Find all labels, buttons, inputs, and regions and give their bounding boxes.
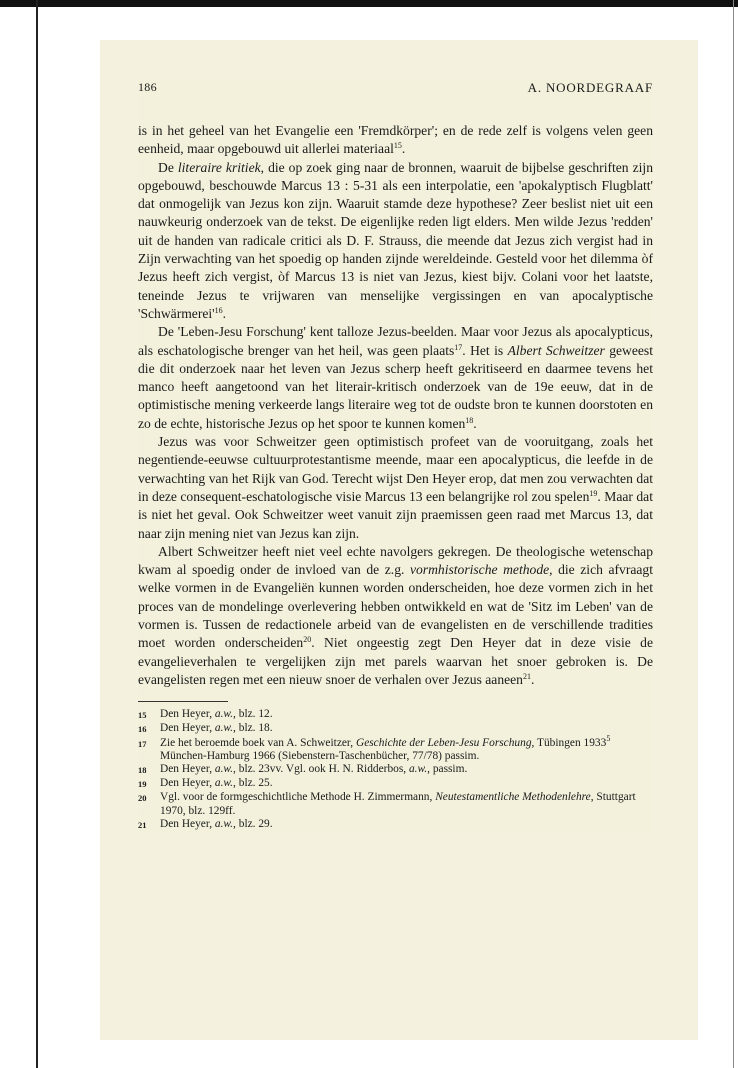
footnote-rule bbox=[138, 701, 228, 702]
footnote-number: 21 bbox=[138, 819, 147, 830]
text-run: . Het is bbox=[462, 342, 508, 358]
paragraph bbox=[138, 323, 653, 433]
text-run: , Stuttgart 1970, blz. 129ff. bbox=[160, 791, 636, 817]
footnote-ref: 16 bbox=[214, 305, 223, 315]
scan-border-top bbox=[0, 0, 738, 7]
text-run: , passim. bbox=[427, 763, 468, 776]
footnote-text bbox=[160, 791, 653, 817]
page-number: 186 bbox=[138, 80, 157, 94]
text-run: , blz. 12. bbox=[233, 708, 273, 721]
footnote-ref: 19 bbox=[589, 488, 598, 498]
text-run: , blz. 23vv. Vgl. ook H. N. Ridderbos, bbox=[233, 763, 409, 776]
footnote bbox=[138, 791, 653, 817]
footnote-ref: 20 bbox=[303, 635, 312, 645]
body-text bbox=[138, 122, 653, 689]
text-run: , blz. 25. bbox=[233, 777, 273, 790]
text-run: . bbox=[530, 671, 535, 687]
footnote-text bbox=[160, 818, 653, 832]
footnote bbox=[138, 818, 653, 832]
footnote-number: 20 bbox=[138, 793, 147, 804]
text-run: , die op zoek ging naar de bronnen, waaruit de bijbelse geschriften zijn opgebouwd, beschouwde Marcus 13 : 5-31 als een interpolatie, een 'apokalyptisch Flugblatt' dat onmogelijk van Jezus kon zijn. Waaruit stamde deze hypothese? Zeer beslist niet uit een nauwkeurig onderzoek van de tekst. De eigenlijke reden ligt elders. Men wilde Jezus 'redden' uit de handen van radicale critici als D. F. Strauss, die meende dat Jezus zich vergist had in Zijn verwachting van het spoedig op handen zijnde wereldeinde. Gesteld voor het dilemma òf Jezus heeft zich vergist, òf Marcus 13 is niet van Jezus, kiest bijv. Colani voor het laatste, teneinde Jezus te vrijwaren van menselijke vergissingen en van apocalyptische 'Schwärmerei' bbox=[138, 159, 654, 321]
footnote bbox=[138, 733, 653, 763]
text-run: is in het geheel van het Evangelie een 'Fremdkörper'; en de rede zelf is volgens velen geen eenheid, maar opgebouwd uit allerlei materiaal bbox=[138, 123, 653, 157]
italic-text: a.w. bbox=[214, 708, 234, 721]
text-run: Albert Schweitzer heeft niet veel echte navolgers gekregen. De theologische wetenschap kwam al spoedig onder de invloed van de z.g. bbox=[138, 543, 653, 578]
text-run: . bbox=[473, 415, 477, 431]
footnote bbox=[138, 777, 653, 791]
text-run: Den Heyer, bbox=[160, 817, 215, 830]
footnote-ref: 5 bbox=[606, 733, 611, 743]
paragraph bbox=[138, 122, 653, 159]
running-author: A. NOORDEGRAAF bbox=[527, 80, 653, 95]
footnote bbox=[138, 708, 653, 722]
text-run: München-Hamburg 1966 (Siebenstern-Taschenbücher, 77/78) passim. bbox=[160, 749, 480, 762]
footnote bbox=[138, 722, 653, 736]
scan-border-left bbox=[36, 0, 38, 1068]
footnote-ref: 21 bbox=[522, 671, 531, 681]
footnote-text bbox=[160, 763, 653, 777]
footnote-text bbox=[160, 777, 653, 791]
footnote-ref: 17 bbox=[454, 342, 463, 352]
footnote-number: 19 bbox=[138, 779, 147, 790]
paragraph bbox=[138, 543, 653, 689]
footnote-ref: 18 bbox=[465, 415, 474, 425]
book-page bbox=[138, 80, 653, 832]
text-run: Zie het beroemde boek van A. Schweitzer, bbox=[160, 736, 356, 749]
text-run: , blz. 29. bbox=[233, 817, 273, 830]
text-run: . bbox=[401, 141, 406, 157]
footnote-ref: 15 bbox=[393, 141, 402, 151]
italic-text: a.w. bbox=[214, 777, 234, 790]
text-run: Den Heyer, bbox=[160, 763, 215, 776]
italic-text: a.w. bbox=[214, 722, 234, 735]
text-run: Jezus was voor Schweitzer geen optimistisch profeet van de vooruitgang, zoals het negentiende-eeuwse cultuurprotestantisme meende, maar een apocalypticus, die leefde in de verwachting van het Rijk van God. Terecht wijst Den Heyer erop, dat men zou verwachten dat in deze consequent-eschatologische visie Marcus 13 een belangrijke rol zou spelen bbox=[138, 434, 653, 504]
text-run: Den Heyer, bbox=[160, 708, 215, 721]
text-run: Den Heyer, bbox=[160, 722, 215, 735]
text-run: , blz. 18. bbox=[233, 722, 273, 735]
footnote-text bbox=[160, 722, 653, 736]
paragraph bbox=[138, 159, 653, 324]
footnote-number: 17 bbox=[138, 738, 147, 749]
footnote-number: 16 bbox=[138, 724, 147, 735]
footnote bbox=[138, 763, 653, 777]
footnote-text bbox=[160, 708, 653, 722]
footnotes bbox=[138, 708, 653, 832]
text-run: . Maar dat is niet het geval. Ook Schweitzer weet vanuit zijn praemissen geen raad met Marcus 13, dat naar zijn mening niet van Jezus kan zijn. bbox=[138, 488, 653, 541]
footnote-number: 15 bbox=[138, 710, 147, 721]
italic-text: Geschichte der Leben-Jesu Forschung bbox=[355, 736, 532, 749]
italic-text: a.w. bbox=[408, 763, 428, 776]
footnote-number: 18 bbox=[138, 765, 147, 776]
italic-text: a.w. bbox=[214, 817, 234, 830]
text-run: . bbox=[222, 305, 227, 321]
text-run: Vgl. voor de formgeschichtliche Methode H. Zimmermann, bbox=[160, 791, 436, 804]
text-run: geweest die dit onderzoek naar het leven van Jezus scherp heeft gekritiseerd en daarmee tevens het manco heeft aangetoond van het literair-kritisch onderzoek van de 19e eeuw, dat in de optimistische mening verkeerde langs literaire weg tot de oudste bron te kunnen doorstoten en zo de echte, historische Jezus op het spoor te kunnen komen bbox=[138, 342, 653, 431]
text-run: De 'Leben-Jesu Forschung' kent talloze Jezus-beelden. Maar voor Jezus als apocalypticus, als eschatologische brenger van het heil, was geen plaats bbox=[138, 324, 653, 358]
italic-text: vormhistorische methode bbox=[409, 562, 550, 578]
text-run: Den Heyer, bbox=[160, 777, 215, 790]
italic-text: literaire kritiek bbox=[177, 159, 261, 175]
text-run: , Tübingen 1933 bbox=[531, 736, 607, 749]
running-header bbox=[138, 80, 653, 96]
italic-text: Neutestamentliche Methodenlehre bbox=[435, 791, 591, 804]
scan-border-right bbox=[733, 0, 734, 1068]
italic-text: Albert Schweitzer bbox=[507, 342, 605, 358]
paragraph bbox=[138, 433, 653, 543]
text-run: , die zich afvraagt welke vormen in de Evangeliën kunnen worden onderscheiden, hoe deze vormen zich in het proces van de mondelinge overlevering hebben ontwikkeld en wat de 'Sitz im Leben' van de vormen is. Tussen de redactionele arbeid van de evangelisten en de verschillende tradities moet worden onderscheiden bbox=[138, 562, 653, 651]
text-run: . Niet ongeestig zegt Den Heyer dat in deze visie de evangelieverhalen te vergelijken zijn met parels waarvan het snoer gebroken is. De evangelisten regen met een nieuw snoer de verhalen over Jezus aaneen bbox=[138, 635, 653, 687]
footnote-text bbox=[160, 733, 653, 763]
text-run: De bbox=[158, 159, 178, 175]
italic-text: a.w. bbox=[214, 763, 234, 776]
